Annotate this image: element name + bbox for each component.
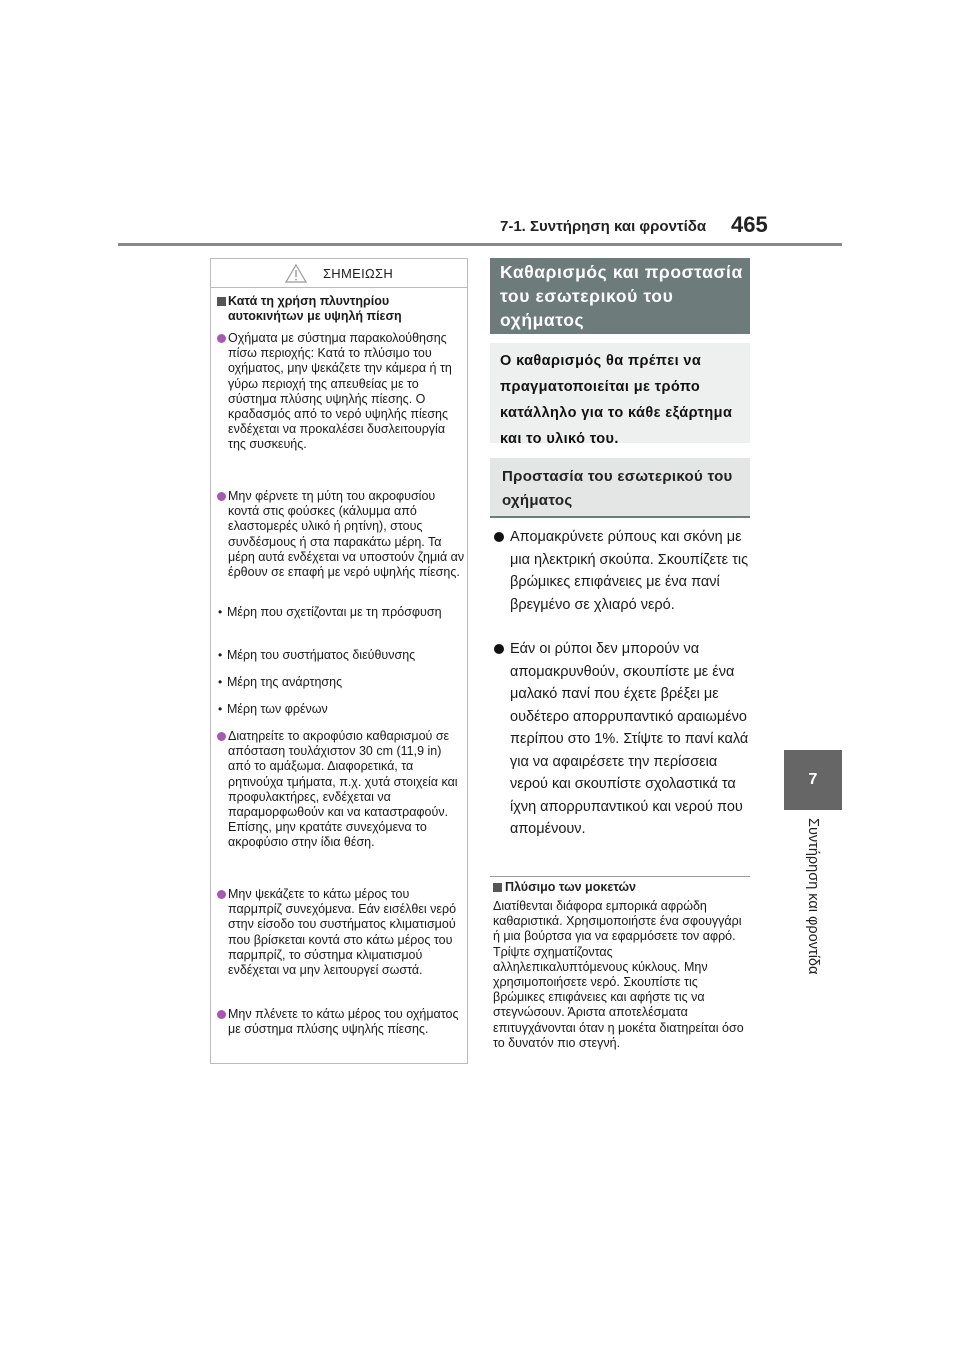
circle-bullet-icon: [217, 890, 226, 899]
notice-divider: [210, 287, 468, 288]
notice-bullet: • Μέρη του συστήματος διεύθυνσης: [218, 648, 416, 662]
square-bullet-icon: [217, 297, 226, 306]
intro-box: Ο καθαρισμός θα πρέπει να πραγματοποιείται με τρόπο κατάλληλο για το κάθε εξάρτημα και το υλικό του.: [490, 343, 750, 443]
notice-header: [210, 258, 468, 288]
circle-bullet-icon: [217, 1010, 226, 1019]
notice-bullet: • Μέρη της ανάρτησης: [218, 675, 343, 689]
notice-item: Μην πλένετε το κάτω μέρος του οχήματος με σύστημα πλύσης υψηλής πίεσης.: [217, 1007, 465, 1037]
circle-bullet-icon: [217, 492, 226, 501]
chapter-label: [784, 818, 842, 1008]
notice-bullet: • Μέρη που σχετίζονται με τη πρόσφυση: [218, 605, 442, 619]
chapter-label-text: Συντήρηση και φροντίδα: [805, 818, 821, 975]
section-banner: Καθαρισμός και προστασία του εσωτερικού του οχήματος: [490, 258, 750, 334]
circle-bullet-icon: [217, 732, 226, 741]
notice-item: Διατηρείτε το ακροφύσιο καθαρισμού σε απόσταση τουλάχιστον 30 cm (11,9 in) από το αμάξωμα. Διαφορετικά, τα ρητινούχα τμήματα, π.χ. χυτά στοιχεία και προφυλακτήρες, ενδέχεται να παραμορφωθούν και να καταστραφούν. Επίσης, μην κρατάτε συνεχόμενα το ακροφύσιο στην ίδια θέση.: [217, 729, 465, 851]
header-rule: [118, 243, 842, 246]
notice-item: Οχήματα με σύστημα παρακολούθησης πίσω περιοχής: Κατά το πλύσιμο του οχήματος, μην ψεκάζετε την κάμερα ή τη γύρω περιοχή της απευθείας με το σύστημα πλύσης υψηλής πίεσης. Ο κραδασμός από το νερό υψηλής πίεσης ενδέχεται να προκαλέσει δυσλειτουργία της συσκευής.: [217, 331, 465, 453]
notice-title: Κατά τη χρήση πλυντηρίου αυτοκινήτων με υψηλή πίεση: [217, 294, 465, 324]
notice-bullet: • Μέρη των φρένων: [218, 702, 328, 716]
warning-triangle-icon: [285, 264, 307, 283]
page-number: 465: [731, 212, 768, 237]
header-title: 7-1. Συντήρηση και φροντίδα: [500, 218, 707, 235]
notice-heading: ΣΗΜΕΙΩΣΗ: [322, 265, 394, 281]
subsection-body: Διατίθενται διάφορα εμπορικά αφρώδη καθαριστικά. Χρησιμοποιήστε ένα σφουγγάρι ή μια βούρτσα για να εφαρμόσετε τον αφρό. Τρίψτε σχηματίζοντας αλληλεπικαλυπτόμενους κύκλους. Μην χρησιμοποιήσετε νερό. Σκουπίστε τις βρώμικες επιφάνειες και αφήστε τις να στεγνώσουν. Άριστα αποτελέσματα επιτυγχάνονται όταν η μοκέτα διατηρείται όσο το δυνατόν πιο στεγνή.: [493, 899, 744, 1050]
subheading: Προστασία του εσωτερικού του οχήματος: [490, 458, 750, 518]
notice-item: Μην φέρνετε τη μύτη του ακροφυσίου κοντά στις φούσκες (κάλυμμα από ελαστομερές υλικό ή ρητίνη), στους συνδέσμους ή στα παρακάτω μέρη. Τα μέρη αυτά ενδέχεται να υποστούν ζημιά αν έρθουν σε επαφή με νερό υψηλής πίεσης.: [217, 489, 465, 580]
circle-bullet-icon: [494, 532, 504, 542]
square-bullet-icon: [493, 883, 502, 892]
subsection-divider: [490, 876, 750, 877]
circle-bullet-icon: [494, 644, 504, 654]
content-bullet: Εάν οι ρύποι δεν μπορούν να απομακρυνθούν, σκουπίστε με ένα μαλακό πανί που έχετε βρέξει με ουδέτερο απορρυπαντικό αραιωμένο περίπου στο 1%. Στίψτε το πανί καλά για να αφαιρέσετε την περίσσεια νερού και σκουπίστε σχολαστικά τα ίχνη απορρυπαντικού και νερού που απομένουν.: [494, 638, 754, 841]
circle-bullet-icon: [217, 334, 226, 343]
content-bullet: Απομακρύνετε ρύπους και σκόνη με μια ηλεκτρική σκούπα. Σκουπίζετε τις βρώμικες επιφάνειες με ένα πανί βρεγμένο σε χλιαρό νερό.: [494, 526, 754, 616]
subsection-title: Πλύσιμο των μοκετών: [493, 880, 751, 894]
notice-item: Μην ψεκάζετε το κάτω μέρος του παρμπρίζ συνεχόμενα. Εάν εισέλθει νερό στην είσοδο του συστήματος κλιματισμού που βρίσκεται κοντά στο κάτω μέρος του παρμπρίζ, το σύστημα κλιματισμού ενδέχεται να μην λειτουργεί σωστά.: [217, 887, 465, 978]
chapter-tab: 7: [784, 750, 842, 810]
